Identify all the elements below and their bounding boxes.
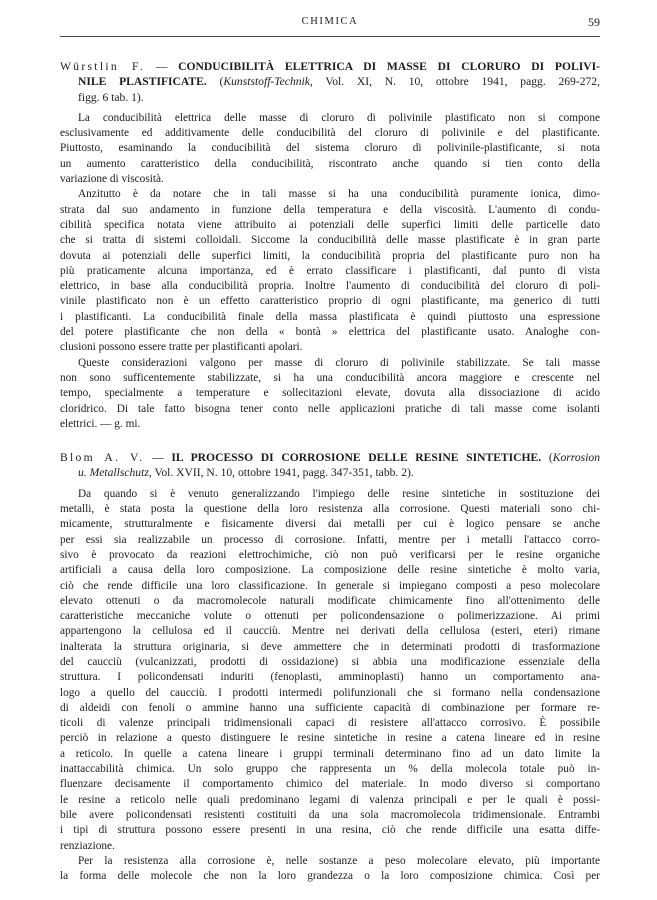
text-line: del potere plastificante che non della « bontà » elettrica del plastificante usato. Analoghe con-	[60, 326, 600, 339]
text-line: La conducibilità elettrica delle masse di cloruro di polivinile plastificato non si compone	[78, 111, 600, 124]
title-line	[60, 450, 600, 465]
text-line: inalterata la struttura originaria, si deve ammettere che in determinati prodotti di trasformazione	[60, 640, 600, 653]
paragraph	[60, 111, 600, 187]
article	[60, 450, 600, 884]
text-line: Da quando si è venuto generalizzando l'impiego delle resine sintetiche in sostituzione dei	[78, 487, 600, 500]
text-line: cloridrico. Di tale fatto bisogna tener conto nelle applicazioni pratiche di tali masse come isolanti	[60, 402, 600, 415]
section-title: CHIMICA	[301, 16, 359, 27]
article-author: Würstlin F.	[60, 60, 146, 73]
text-line: elevato ottenuti o da macromolecole naturali modificate chimicamente fino all'ottenimento delle	[60, 594, 600, 607]
article-title	[60, 450, 600, 481]
text-line: Anzitutto è da notare che in tali masse si ha una conducibilità puramente ionica, dimo-	[78, 188, 600, 201]
text-line: ticoli di valenze principali tridimensionali capaci di resistere all'attacco corrosivo. È possibile	[60, 717, 600, 730]
citation-ref: Vol. XVII, N. 10, ottobre 1941, pagg. 347-351, tabb. 2).	[151, 466, 414, 480]
text-line: struttura. I policondensati induriti (fenoplasti, amminoplasti) hanno un comportamento ana-	[60, 671, 600, 684]
article-title-text: IL PROCESSO DI CORROSIONE DELLE RESINE SINTETICHE.	[171, 451, 542, 465]
journal-name: Kunststoff-Technik,	[223, 75, 313, 89]
paragraph	[60, 187, 600, 355]
title-dash: —	[145, 60, 179, 73]
title-line	[60, 59, 600, 74]
text-line: che si tratta di sistemi colloidali. Siccome la conducibilità delle masse plastificate è in gran parte	[60, 234, 600, 247]
journal-name: Korrosion	[552, 451, 601, 465]
text-line: micamente, strutturalmente e fisicamente diversi dai metalli per cui è logico pensare se anche	[60, 518, 600, 531]
text-line: un aumento caratteristico della conducibilità, riscontrato anche quando si tien conto della	[60, 157, 600, 170]
article-title	[60, 59, 600, 105]
text-line: inattaccabilità chimica. Un solo gruppo che rappresenta un % della molecola totale può in-	[60, 763, 600, 776]
text-line: per essi sia realizzabile un processo di corrosione. Infatti, mentre per i metalli l'attacco corro-	[60, 533, 600, 546]
article	[60, 59, 600, 432]
text-line: sivo è provocato da reazioni elettrochimiche, ciò non può verificarsi per le resine organiche	[60, 548, 600, 561]
text-line: non sono sufficentemente stabilizzate, si ha una conducibilità ancora maggiore e crescente nel	[60, 371, 600, 384]
text-line: appartengono la cellulosa ed il caucciù. Mentre nei derivati della cellulosa (esteri, eteri) rimane	[60, 625, 600, 638]
citation-ref: Vol. XI, N. 10, ottobre 1941, pagg. 269-272,	[312, 75, 600, 89]
article-author: Blom A. V.	[60, 451, 145, 465]
citation-open: (	[206, 75, 224, 89]
title-line	[60, 74, 600, 89]
text-line: di aldeidi con fenoli o ammine hanno una sufficiente capacità di combinazione per formare re-	[60, 701, 600, 714]
article-title-text: CONDUCIBILITÀ ELETTRICA DI MASSE DI CLORURO DI POLIVI-	[178, 60, 600, 73]
page-number: 59	[588, 15, 600, 29]
page-body	[60, 59, 600, 884]
text-line: tempo, specialmente a temperature e sollecitazioni elevate, dovuta alla dissociazione di acido	[60, 387, 600, 400]
text-line: dovuta ai potenziali delle superfici limiti, la conducibilità propria del plastificante puro non ha	[60, 249, 600, 262]
text-line: caratteristiche meccaniche volute o ottenuti per policondensazione o polimerizzazione. Ai primi	[60, 610, 600, 623]
text-line: variazione di viscosità.	[60, 173, 164, 186]
text-line: logo a quello del caucciù. I prodotti intermedi polifunzionali che si formano nella condensazione	[60, 686, 600, 699]
running-head	[60, 16, 600, 30]
text-line: Piuttosto, esaminando la conducibilità del sistema cloruro di polivinile-plastificante, si nota	[60, 142, 600, 155]
text-line: fluenzare decisamente il comportamento chimico del materiale. In modo diverso si comportano	[60, 778, 600, 791]
text-line: cibilità specifica notata viene attribuito ai potenziali delle superfici limiti delle particelle dato	[60, 218, 600, 231]
paragraph	[60, 487, 600, 854]
paragraph	[60, 854, 600, 885]
title-line	[60, 90, 600, 105]
title-dash: —	[144, 451, 172, 465]
text-line: perciò in relazione a questo distinguere le resine sintetiche in resine a catena lineare ed in resine	[60, 732, 600, 745]
text-line: renziazione.	[60, 839, 115, 852]
text-line: elettrico, in base alla conducibilità propria. Inoltre l'aumento di conducibilità del cloruro di poli-	[60, 280, 600, 293]
article-title-text: NILE PLASTIFICATE.	[78, 75, 207, 89]
text-line: bile avere policondensati resistenti costituiti da una sola macromolecola tridimensionale. Entrambi	[60, 808, 600, 821]
text-line: più praticamente alcuna importanza, ed è errato classificare i plastificanti, dal punto di vista	[60, 264, 600, 277]
text-line: Per la resistenza alla corrosione è, nelle sostanze a peso molecolare elevato, più importante	[78, 854, 600, 867]
citation-ref: figg. 6 tab. 1).	[78, 90, 144, 104]
journal-name: u. Metallschutz,	[78, 466, 152, 480]
text-line: le resine a reticolo nelle quali predominano legami di valenza principali e per le quali è possi-	[60, 793, 600, 806]
text-line: artificiali a causa della loro composizione. La composizione delle resine sintetiche è molto varia,	[60, 564, 600, 577]
text-line: clusioni possono essere tratte per plastificanti apolari.	[60, 341, 303, 354]
title-line	[60, 465, 600, 480]
paragraph	[60, 356, 600, 432]
text-line: elettrici. — g. mi.	[60, 417, 141, 430]
text-line: strata dal suo andamento in funzione della temperatura e della viscosità. L'aumento di condu-	[60, 203, 600, 216]
text-line: vinile plastificato non è un effetto caratteristico proprio di ogni plastificante, ma generico di tutti	[60, 295, 600, 308]
citation-open: (	[541, 451, 553, 465]
text-line: i plastificanti. La conducibilità finale della massa plastificata è quindi piuttosto una espressione	[60, 310, 600, 323]
header-rule	[60, 36, 600, 37]
text-line: del caucciù (vulcanizzati, prodotti di ossidazione) si abbia una modificazione essenziale della	[60, 655, 600, 668]
text-line: Queste considerazioni valgono per masse di cloruro di polivinile stabilizzate. Se tali masse	[78, 356, 600, 369]
text-line: i tipi di struttura possono essere presenti in una resina, ciò che rende difficile una esatta diffe-	[60, 824, 600, 837]
text-line: a reticolo. In quelle a catena lineare i gruppi terminali determinano fino ad un dato limite la	[60, 747, 600, 760]
text-line: esclusivamente ed additivamente delle conducibilità del cloruro di polivinile e del plastificante.	[60, 127, 600, 140]
text-line: metalli, è stata posta la questione della loro resistenza alla corrosione. Questi materiali sono chi-	[60, 503, 600, 516]
text-line: ciò che rende difficile una loro classificazione. In generale si impiegano composti a peso molecolare	[60, 579, 600, 592]
text-line: la forma delle molecole che non la loro grandezza o la loro composizione chimica. Così per	[60, 870, 600, 883]
